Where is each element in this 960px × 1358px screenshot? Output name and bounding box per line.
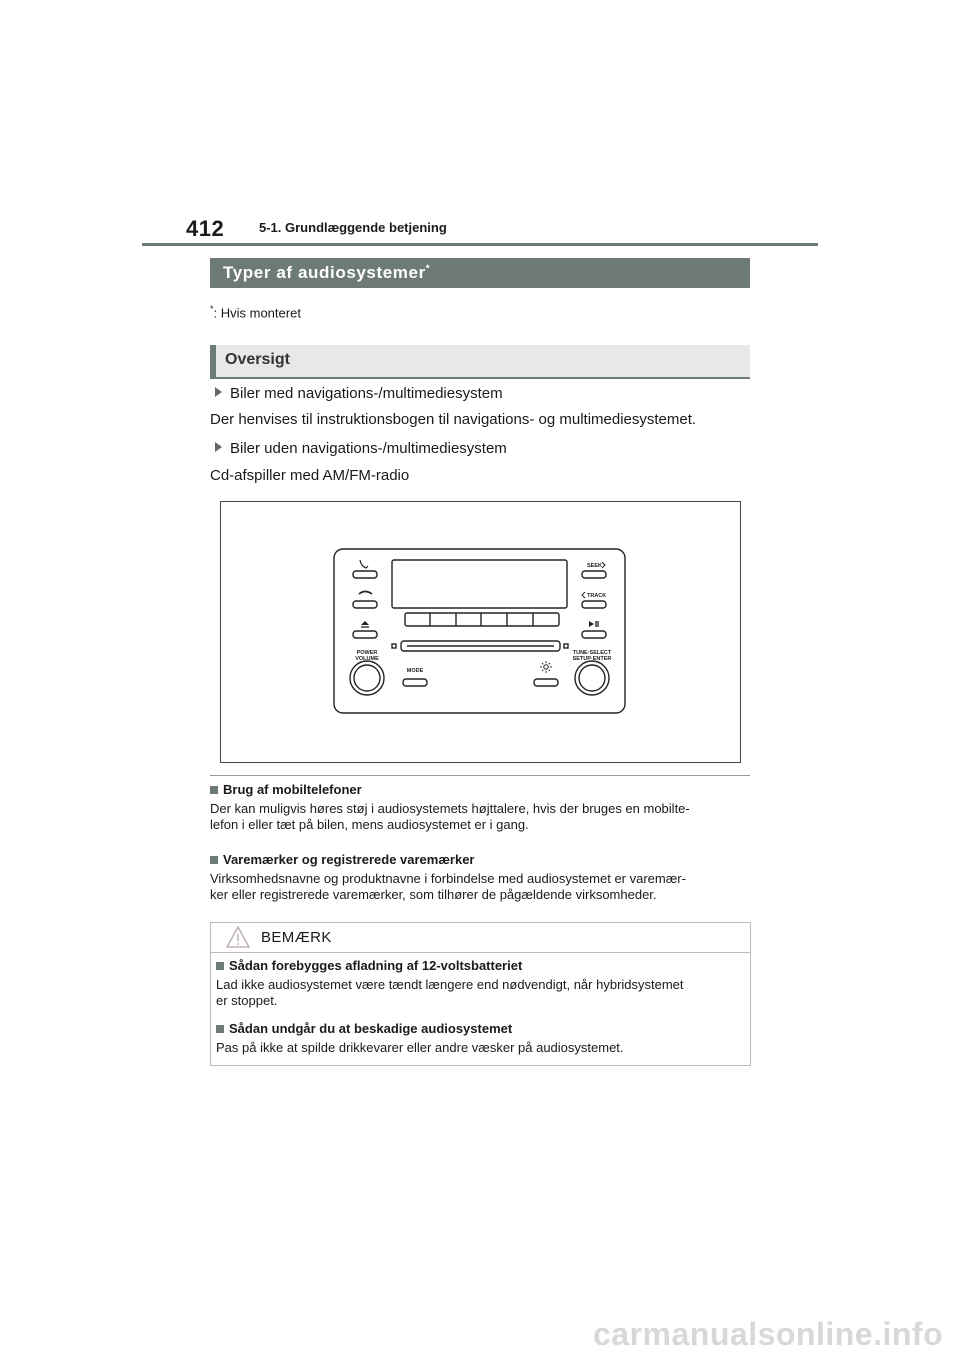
square-bullet-icon	[210, 856, 218, 864]
warning-icon	[225, 925, 251, 949]
section-title: 5-1. Grundlæggende betjening	[259, 220, 447, 235]
footnote: *: Hvis monteret	[210, 304, 301, 321]
notice-battery-heading: Sådan forebygges afladning af 12-voltsbatteriet	[216, 958, 522, 973]
volume-label: VOLUME	[355, 656, 379, 662]
bullet-without-nav: Biler uden navigations-/multimediesystem	[215, 440, 507, 457]
watermark-text: carmanualsonline.info	[593, 1316, 944, 1352]
notice-box	[210, 922, 751, 1066]
chapter-title: Typer af audiosystemer*	[223, 263, 431, 282]
header-divider	[142, 243, 818, 246]
trademark-heading: Varemærker og registrerede varemærker	[210, 852, 474, 867]
mode-label: MODE	[406, 668, 424, 674]
tune-select-label: TUNE·SELECT	[572, 650, 612, 656]
power-label: POWER	[356, 650, 378, 656]
setup-enter-label: SETUP·ENTER	[572, 656, 612, 662]
triangle-bullet-icon	[215, 387, 222, 397]
bullet-with-nav: Biler med navigations-/multimediesystem	[215, 385, 503, 402]
notice-battery-text: Lad ikke audiosystemet være tændt længere end nødvendigt, når hybridsystemet er stoppet.	[216, 977, 684, 1008]
audio-unit-illustration	[221, 502, 740, 762]
square-bullet-icon	[216, 1025, 224, 1033]
nav-description: Der henvises til instruktionsbogen til navigations- og multimediesystemet.	[210, 411, 697, 428]
mobile-paragraph: Der kan muligvis høres støj i audiosystemets højttalere, hvis der bruges en mobilte- lefon i eller tæt på bilen, mens audiosystemet er i gang.	[210, 801, 690, 832]
square-bullet-icon	[216, 962, 224, 970]
notice-damage-text: Pas på ikke at spilde drikkevarer eller andre væsker på audiosystemet.	[216, 1040, 624, 1055]
overview-heading-bar	[210, 345, 750, 379]
notice-damage-heading: Sådan undgår du at beskadige audiosystemet	[216, 1021, 512, 1036]
square-bullet-icon	[210, 786, 218, 794]
audio-unit-figure	[220, 501, 741, 763]
mobile-heading: Brug af mobiltelefoner	[210, 782, 362, 797]
page-number: 412	[186, 216, 225, 241]
chapter-title-bar	[210, 258, 750, 288]
section-divider	[210, 775, 750, 776]
notice-header	[211, 923, 750, 953]
seek-label: SEEK	[587, 563, 602, 569]
trademark-paragraph: Virksomhedsnavne og produktnavne i forbindelse med audiosystemet er varemær- ker eller registrerede varemærker, som tilhører de pågældende virksomheder.	[210, 871, 686, 902]
notice-label: BEMÆRK	[261, 929, 332, 946]
track-label: TRACK	[587, 593, 607, 599]
overview-heading: Oversigt	[225, 351, 290, 368]
cd-player-description: Cd-afspiller med AM/FM-radio	[210, 467, 410, 484]
heading-stripe	[210, 345, 216, 377]
triangle-bullet-icon	[215, 442, 222, 452]
